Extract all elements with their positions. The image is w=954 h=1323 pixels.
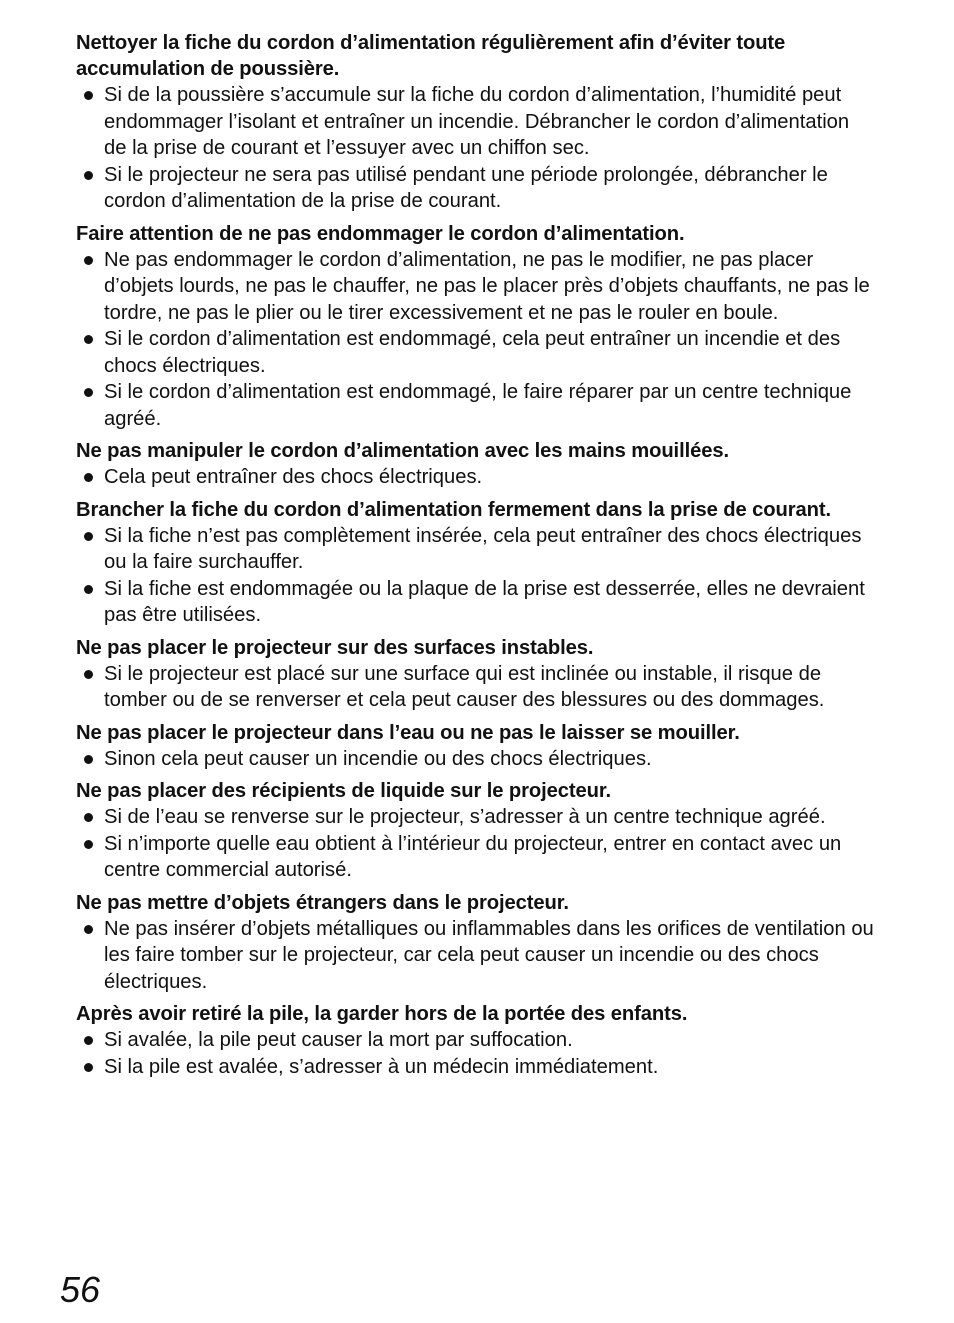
- section-heading: Ne pas manipuler le cordon d’alimentation avec les mains mouillées.: [76, 440, 729, 462]
- section-heading: Ne pas placer le projecteur dans l’eau ou ne pas le laisser se mouiller.: [76, 721, 740, 744]
- page-number: 56: [60, 1269, 101, 1310]
- list-item: [76, 464, 876, 491]
- section-heading: Brancher la fiche du cordon d’alimentation fermement dans la prise de courant.: [76, 498, 832, 521]
- safety-section: [76, 497, 876, 629]
- bullet-dot-icon: [84, 840, 93, 849]
- list-item: [76, 523, 876, 576]
- manual-page-content: [76, 30, 876, 1086]
- bullet-list: [76, 464, 876, 491]
- bullet-list: [76, 804, 876, 884]
- list-item-text: Sinon cela peut causer un incendie ou des chocs électriques.: [104, 747, 652, 770]
- list-item-text: Ne pas endommager le cordon d’alimentation, ne pas le modifier, ne pas placer d’objets lourds, ne pas le chauffer, ne pas le placer près d’objets chauffants, ne pas le tordre, ne pas le plier ou le tirer excessivement et ne pas le rouler en boule.: [104, 248, 870, 324]
- bullet-dot-icon: [84, 473, 93, 482]
- list-item: [76, 247, 876, 327]
- list-item-text: Si avalée, la pile peut causer la mort par suffocation.: [104, 1029, 573, 1051]
- bullet-dot-icon: [84, 388, 93, 397]
- section-heading: Ne pas placer des récipients de liquide sur le projecteur.: [76, 780, 611, 802]
- safety-section: [76, 30, 876, 215]
- list-item: [76, 1054, 876, 1081]
- list-item-text: Si le projecteur ne sera pas utilisé pendant une période prolongée, débrancher le cordon d’alimentation de la prise de courant.: [104, 163, 828, 212]
- list-item-text: Cela peut entraîner des chocs électriques.: [104, 466, 483, 488]
- list-item-text: Ne pas insérer d’objets métalliques ou inflammables dans les orifices de ventilation ou les faire tomber sur le projecteur, car cela peut causer un incendie ou des chocs électriques.: [104, 917, 874, 993]
- safety-section: [76, 778, 876, 884]
- list-item-text: Si n’importe quelle eau obtient à l’intérieur du projecteur, entrer en contact avec un centre commercial autorisé.: [104, 832, 842, 881]
- safety-section: [76, 635, 876, 714]
- list-item: [76, 379, 876, 432]
- list-item: [76, 661, 876, 714]
- section-heading: Après avoir retiré la pile, la garder hors de la portée des enfants.: [76, 1003, 688, 1025]
- safety-section: [76, 438, 876, 491]
- bullet-list: [76, 247, 876, 433]
- bullet-dot-icon: [84, 585, 93, 594]
- bullet-dot-icon: [84, 813, 93, 822]
- list-item: [76, 916, 876, 996]
- bullet-dot-icon: [84, 925, 93, 934]
- section-heading: Ne pas placer le projecteur sur des surfaces instables.: [76, 636, 594, 659]
- safety-section: [76, 890, 876, 996]
- bullet-list: [76, 746, 876, 773]
- bullet-list: [76, 82, 876, 215]
- list-item-text: Si de l’eau se renverse sur le projecteur, s’adresser à un centre technique agréé.: [104, 806, 826, 828]
- list-item-text: Si le cordon d’alimentation est endommagé, le faire réparer par un centre technique agréé.: [104, 381, 852, 430]
- bullet-list: [76, 523, 876, 629]
- bullet-dot-icon: [84, 91, 93, 100]
- list-item-text: Si le cordon d’alimentation est endommagé, cela peut entraîner un incendie et des chocs électriques.: [104, 328, 841, 377]
- list-item-text: Si la fiche est endommagée ou la plaque de la prise est desserrée, elles ne devraient pas être utilisées.: [104, 577, 865, 626]
- list-item: [76, 576, 876, 629]
- section-heading: Nettoyer la fiche du cordon d’alimentation régulièrement afin d’éviter toute accumulation de poussière.: [76, 32, 786, 80]
- bullet-dot-icon: [84, 532, 93, 541]
- bullet-dot-icon: [84, 670, 93, 679]
- bullet-dot-icon: [84, 1063, 93, 1072]
- safety-section: [76, 221, 876, 433]
- list-item-text: Si de la poussière s’accumule sur la fiche du cordon d’alimentation, l’humidité peut endommager l’isolant et entraîner un incendie. Débrancher le cordon d’alimentation de la prise de courant et l’essuyer avec un chiffon sec.: [104, 84, 850, 159]
- bullet-dot-icon: [84, 755, 93, 764]
- list-item: [76, 1027, 876, 1054]
- safety-section: [76, 1001, 876, 1080]
- list-item: [76, 82, 876, 162]
- bullet-dot-icon: [84, 335, 93, 344]
- list-item: [76, 746, 876, 773]
- bullet-dot-icon: [84, 256, 93, 265]
- bullet-list: [76, 916, 876, 996]
- list-item: [76, 831, 876, 884]
- bullet-dot-icon: [84, 1036, 93, 1045]
- list-item: [76, 804, 876, 831]
- list-item: [76, 326, 876, 379]
- bullet-dot-icon: [84, 171, 93, 180]
- list-item: [76, 162, 876, 215]
- section-heading: Ne pas mettre d’objets étrangers dans le projecteur.: [76, 891, 569, 914]
- section-heading: Faire attention de ne pas endommager le cordon d’alimentation.: [76, 222, 685, 245]
- safety-section: [76, 720, 876, 773]
- list-item-text: Si la fiche n’est pas complètement insérée, cela peut entraîner des chocs électriques ou la faire surchauffer.: [104, 524, 862, 573]
- list-item-text: Si la pile est avalée, s’adresser à un médecin immédiatement.: [104, 1055, 659, 1078]
- list-item-text: Si le projecteur est placé sur une surface qui est inclinée ou instable, il risque de tomber ou de se renverser et cela peut causer des blessures ou des dommages.: [104, 662, 825, 711]
- bullet-list: [76, 661, 876, 714]
- bullet-list: [76, 1027, 876, 1080]
